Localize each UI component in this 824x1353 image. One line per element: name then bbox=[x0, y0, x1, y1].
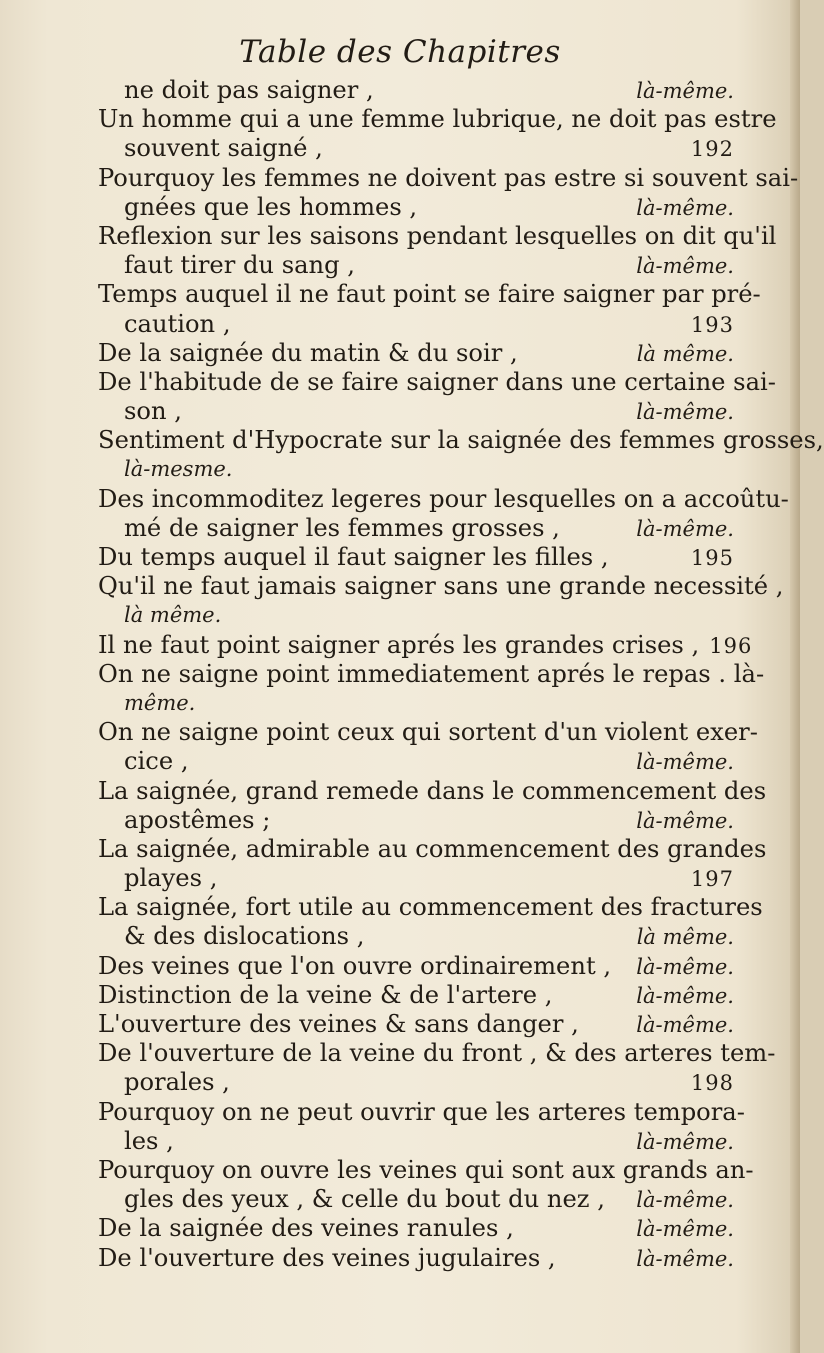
entry-text: caution , bbox=[124, 309, 231, 338]
page-reference: là-même. bbox=[636, 1217, 734, 1242]
page-reference: là même. bbox=[636, 925, 734, 950]
entry-line bbox=[98, 806, 734, 835]
entry-text: De l'ouverture de la veine du front , & des arteres tem- bbox=[98, 1039, 776, 1068]
entry-text: Un homme qui a une femme lubrique, ne doit pas estre bbox=[98, 105, 777, 134]
entry-text: porales , bbox=[124, 1068, 230, 1097]
entry-text: Distinction de la veine & de l'artere , bbox=[98, 980, 553, 1009]
entry-line bbox=[98, 426, 824, 455]
page-number: 192 bbox=[690, 137, 734, 162]
entry-text: De l'ouverture des veines jugulaires , bbox=[98, 1243, 556, 1272]
chapter-entries bbox=[98, 76, 824, 1273]
entry-line bbox=[98, 193, 734, 222]
entry-line bbox=[98, 251, 734, 280]
entry-text: On ne saigne point immediatement aprés le repas . là- bbox=[98, 659, 765, 688]
entry-text: On ne saigne point ceux qui sortent d'un violent exer- bbox=[98, 718, 758, 747]
entry-line bbox=[98, 1127, 734, 1156]
entry-line bbox=[98, 397, 734, 426]
entry-line bbox=[98, 747, 734, 776]
entry-text: playes , bbox=[124, 864, 218, 893]
entry-line bbox=[98, 659, 765, 689]
entry-line bbox=[98, 543, 734, 572]
entry-text: gnées que les hommes , bbox=[124, 192, 418, 221]
entry-line bbox=[98, 1244, 734, 1273]
page-edge bbox=[790, 0, 800, 1353]
entry-line bbox=[98, 718, 758, 747]
page-reference: là-même. bbox=[636, 1013, 734, 1037]
entry-line bbox=[98, 1097, 745, 1127]
page-number: 195 bbox=[690, 546, 734, 570]
entry-text: Sentiment d'Hypocrate sur la saignée des femmes grosses, bbox=[98, 426, 824, 455]
running-head: Table des Chapitres bbox=[239, 34, 561, 70]
entry-line bbox=[98, 484, 789, 514]
entry-line bbox=[98, 572, 784, 601]
entry-line bbox=[98, 981, 734, 1010]
page-reference: là-même. bbox=[636, 1129, 734, 1154]
page-number: 198 bbox=[690, 1071, 734, 1096]
entry-text: Qu'il ne faut jamais saigner sans une grande necessité , bbox=[98, 572, 784, 601]
entry-line bbox=[98, 367, 776, 397]
entry-line bbox=[98, 1155, 754, 1185]
entry-text: son , bbox=[124, 397, 182, 426]
entry-line bbox=[98, 776, 767, 806]
page-reference: là-même. bbox=[636, 79, 734, 103]
page-reference: là-même. bbox=[636, 1246, 734, 1271]
entry-line bbox=[98, 893, 763, 922]
entry-text: De la saignée des veines ranules , bbox=[98, 1214, 514, 1243]
entry-text: & des dislocations , bbox=[124, 922, 365, 951]
entry-line bbox=[98, 1068, 734, 1097]
entry-line bbox=[98, 514, 734, 543]
entry-text: gles des yeux , & celle du bout du nez , bbox=[124, 1185, 605, 1214]
entry-text: cice , bbox=[124, 747, 189, 776]
page-reference: là-même. bbox=[636, 195, 734, 220]
entry-line bbox=[98, 1214, 734, 1243]
page-reference: là-même. bbox=[636, 954, 734, 979]
entry-line bbox=[98, 163, 799, 193]
entry-text: souvent saigné , bbox=[124, 134, 323, 163]
entry-line bbox=[98, 280, 761, 309]
entry-text: même. bbox=[124, 690, 196, 715]
entry-text: Reflexion sur les saisons pendant lesquelles on dit qu'il bbox=[98, 221, 777, 250]
entry-line bbox=[98, 864, 734, 893]
entry-line bbox=[98, 1185, 734, 1214]
page-reference: là-même. bbox=[636, 1188, 734, 1213]
entry-text: L'ouverture des veines & sans danger , bbox=[98, 1010, 579, 1038]
entry-text: mé de saigner les femmes grosses , bbox=[124, 513, 560, 542]
entry-text: Du temps auquel il faut saigner les filles , bbox=[98, 543, 609, 571]
entry-line bbox=[98, 601, 734, 630]
entry-text: De l'habitude de se faire saigner dans une certaine sai- bbox=[98, 367, 776, 396]
entry-line bbox=[98, 76, 734, 105]
page-number: 196 bbox=[709, 633, 753, 658]
entry-line bbox=[98, 630, 753, 660]
page-reference: là même. bbox=[636, 341, 734, 366]
entry-text: ne doit pas saigner , bbox=[124, 76, 374, 104]
entry-text: Pourquoy on ne peut ouvrir que les arteres tempora- bbox=[98, 1097, 745, 1126]
entry-text: là-mesme. bbox=[124, 457, 233, 482]
entry-line bbox=[98, 952, 734, 981]
page-reference: là-même. bbox=[636, 516, 734, 541]
entry-line bbox=[98, 105, 777, 134]
entry-text: Pourquoy on ouvre les veines qui sont aux grands an- bbox=[98, 1155, 754, 1184]
entry-text: faut tirer du sang , bbox=[124, 251, 355, 280]
entry-line bbox=[98, 1039, 776, 1068]
page-number: 197 bbox=[690, 867, 734, 892]
entry-line bbox=[98, 455, 734, 484]
entry-text: Il ne faut point saigner aprés les grandes crises , bbox=[98, 630, 700, 659]
page-reference: là-même. bbox=[636, 983, 734, 1008]
page-reference: là-même. bbox=[636, 400, 734, 425]
entry-text: là même. bbox=[124, 603, 222, 628]
entry-text: De la saignée du matin & du soir , bbox=[98, 338, 518, 367]
entry-line bbox=[98, 1010, 734, 1039]
page-reference: là-même. bbox=[636, 750, 734, 775]
entry-text: Pourquoy les femmes ne doivent pas estre si souvent sai- bbox=[98, 163, 799, 192]
entry-text: les , bbox=[124, 1126, 174, 1155]
entry-text: La saignée, fort utile au commencement des fractures bbox=[98, 893, 763, 922]
entry-line bbox=[98, 310, 734, 339]
page-reference: là-même. bbox=[636, 254, 734, 279]
entry-text: Temps auquel il ne faut point se faire saigner par pré- bbox=[98, 280, 761, 309]
entry-line bbox=[98, 134, 734, 163]
entry-text: Des incommoditez legeres pour lesquelles on a accoûtu- bbox=[98, 484, 789, 513]
entry-text: Des veines que l'on ouvre ordinairement , bbox=[98, 951, 612, 980]
page-reference: là-même. bbox=[636, 808, 734, 833]
entry-text: La saignée, admirable au commencement des grandes bbox=[98, 834, 767, 863]
entry-line bbox=[98, 221, 777, 251]
entry-line bbox=[98, 339, 734, 368]
entry-line bbox=[98, 922, 734, 951]
page-number: 193 bbox=[690, 312, 734, 337]
entry-line bbox=[98, 834, 767, 864]
entry-text: La saignée, grand remede dans le commencement des bbox=[98, 776, 767, 805]
entry-text: apostêmes ; bbox=[124, 805, 271, 834]
entry-line bbox=[98, 689, 734, 718]
